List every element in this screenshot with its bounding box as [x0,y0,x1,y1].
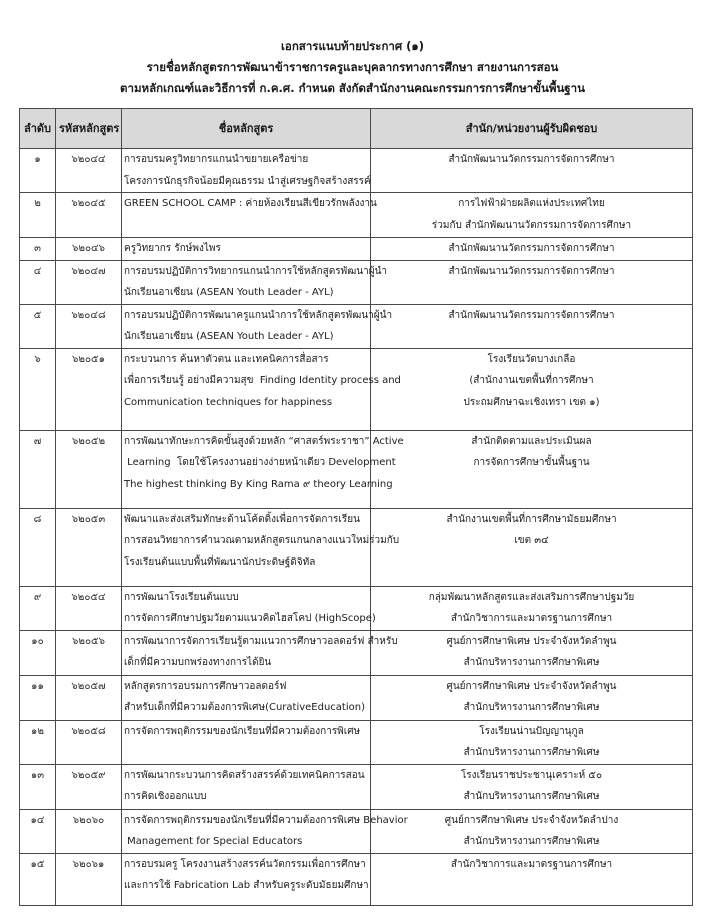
table-row [20,238,693,261]
row-course-name [122,809,408,853]
row-course-code: ๖๒๐๔๘ [56,304,122,348]
row-order-number: ๑๔ [20,809,56,853]
course-name-line: การพัฒนาการจัดการเรียนรู้ตามแนวการศึกษาวอลดอร์ฟ สำหรับ [124,635,398,647]
row-order-number: ๘ [20,508,56,586]
office-line: สำนักติดตามและประเมินผล [471,435,592,447]
table-row [20,430,693,508]
row-course-name [122,430,404,508]
row-order-number: ๑๐ [20,630,56,675]
table-row [20,149,693,193]
office-line: การจัดการศึกษาขั้นพื้นฐาน [473,457,590,468]
row-course-code: ๖๒๐๔๔ [56,149,122,193]
row-course-name [122,720,371,764]
course-name-line: Management for Special Educators [124,836,303,847]
table-row [20,720,693,764]
row-course-code: ๖๒๐๕๗ [56,675,122,720]
row-responsible-office [371,853,693,905]
row-responsible-office [371,764,693,809]
office-line: สำนักบริหารงานการศึกษาพิเศษ [463,747,600,758]
course-name-line: การจัดการพฤติกรรมของนักเรียนที่มีความต้องการพิเศษ [124,725,361,737]
office-line: โรงเรียนน่านปัญญานุกูล [479,725,584,737]
office-line: เขต ๓๔ [514,535,549,546]
row-course-code: ๖๒๐๕๙ [56,764,122,809]
office-line: ร่วมกับ สำนักพัฒนานวัตกรรมการจัดการศึกษา [431,219,632,231]
row-order-number: ๓ [20,238,56,261]
office-line: โรงเรียนราชประชานุเคราะห์ ๕๐ [460,769,603,781]
row-course-code: ๖๒๐๕๘ [56,720,122,764]
table-row [20,260,693,304]
row-responsible-office [371,675,693,720]
row-course-name [122,348,401,430]
course-name-line: หลักสูตรการอบรมการศึกษาวอลดอร์ฟ [124,680,287,692]
row-responsible-office [371,193,693,238]
office-line: การไฟฟ้าฝ่ายผลิตแห่งประเทศไทย [458,198,605,209]
row-course-name [122,675,371,720]
table-header-row [20,109,693,149]
row-order-number: ๑๑ [20,675,56,720]
course-name-line: Learning โดยใช้โครงงานอย่างง่ายหน้าเดียว Development [124,457,396,468]
document-subtitle-2: ตามหลักเกณฑ์และวิธีการที่ ก.ค.ศ. กำหนด สังกัดสำนักงานคณะกรรมการการศึกษาขั้นพื้นฐาน [120,81,585,95]
course-name-line: GREEN SCHOOL CAMP : ค่ายห้องเรียนสีเขียวรักพลังงาน [124,198,377,209]
office-line: สำนักวิชาการและมาตรฐานการศึกษา [450,858,613,870]
row-order-number: ๕ [20,304,56,348]
row-responsible-office [371,149,693,193]
course-name-line: โครงการนักธุรกิจน้อยมีคุณธรรม นำสู่เศรษฐกิจสร้างสรรค์ [124,175,371,187]
office-line: โรงเรียนวัดบางเกลือ [487,353,576,365]
office-line: สำนักพัฒนานวัตกรรมการจัดการศึกษา [448,265,615,277]
table-row [20,193,693,238]
row-order-number: ๑๓ [20,764,56,809]
course-name-line: การสอนวิทยาการคำนวณตามหลักสูตรแกนกลางแนวใหม่ร่วมกับ [124,535,400,546]
row-order-number: ๑๒ [20,720,56,764]
header-order: ลำดับ [20,109,56,149]
row-responsible-office [371,238,693,261]
course-name-line: การจัดการพฤติกรรมของนักเรียนที่มีความต้องการพิเศษ Behavior [124,814,408,826]
course-name-line: สำหรับเด็กที่มีความต้องการพิเศษ(CurativeEducation) [124,702,365,713]
row-order-number: ๔ [20,260,56,304]
office-line: สำนักพัฒนานวัตกรรมการจัดการศึกษา [448,243,615,254]
table-row [20,675,693,720]
course-name-line: การอบรมครูวิทยากรแกนนำขยายเครือข่าย [124,154,309,165]
course-name-line: การจัดการศึกษาปฐมวัยตามแนวคิดไฮสโคป (HighScope) [124,613,376,624]
course-name-line: การอบรมครู โครงงานสร้างสรรค์นวัตกรรมเพื่อการศึกษา [124,858,366,870]
row-order-number: ๙ [20,586,56,630]
course-name-line: The highest thinking By King Rama ๙ theory Learning [124,478,393,490]
office-line: สำนักบริหารงานการศึกษาพิเศษ [463,836,600,847]
table-row [20,764,693,809]
course-name-line: การอบรมปฏิบัติการวิทยากรแกนนำการใช้หลักสูตรพัฒนาผู้นำ [124,265,388,277]
office-line: ศูนย์การศึกษาพิเศษ ประจำจังหวัดลำพูน [446,680,617,692]
office-line: สำนักพัฒนานวัตกรรมการจัดการศึกษา [448,309,615,321]
row-course-name [122,304,393,348]
course-name-line: ครูวิทยากร รักษ์พงไพร [124,243,221,254]
office-line: สำนักงานเขตพื้นที่การศึกษามัธยมศึกษา [446,513,617,525]
office-line: สำนักบริหารงานการศึกษาพิเศษ [463,702,600,713]
row-responsible-office [371,720,693,764]
row-responsible-office [371,630,693,675]
row-responsible-office [371,260,693,304]
table-row [20,853,693,905]
row-course-name [122,853,371,905]
office-line: ศูนย์การศึกษาพิเศษ ประจำจังหวัดลำปาง [444,814,619,826]
office-line: ศูนย์การศึกษาพิเศษ ประจำจังหวัดลำพูน [446,635,617,647]
course-name-line: กระบวนการ ค้นหาตัวตน และเทคนิคการสื่อสาร [124,353,329,365]
course-name-line: Communication techniques for happiness [124,396,333,408]
row-course-code: ๖๒๐๕๓ [56,508,122,586]
row-responsible-office [371,348,693,430]
course-name-line: เพื่อการเรียนรู้ อย่างมีความสุข Finding Identity process and [124,375,401,386]
row-order-number: ๑๕ [20,853,56,905]
course-table [19,108,693,906]
course-name-line: การพัฒนาทักษะการคิดขั้นสูงด้วยหลัก “ศาสตร์พระราชา” Active [124,435,404,447]
office-line: สำนักพัฒนานวัตกรรมการจัดการศึกษา [448,154,615,165]
course-name-line: การพัฒนาโรงเรียนต้นแบบ [124,591,239,603]
row-order-number: ๗ [20,430,56,508]
header-course-code: รหัสหลักสูตร [56,109,122,149]
row-responsible-office [371,809,693,853]
row-responsible-office [371,586,693,630]
course-name-line: นักเรียนอาเซียน (ASEAN Youth Leader - AYL) [124,287,334,298]
row-course-code: ๖๒๐๔๖ [56,238,122,261]
row-course-code: ๖๒๐๔๗ [56,260,122,304]
row-course-code: ๖๒๐๔๕ [56,193,122,238]
table-row [20,809,693,853]
header-course-name: ชื่อหลักสูตร [122,109,371,149]
course-name-line: การคิดเชิงออกแบบ [124,791,207,802]
row-responsible-office [371,430,693,508]
row-course-code: ๖๒๐๖๐ [56,809,122,853]
table-row [20,586,693,630]
course-name-line: พัฒนาและส่งเสริมทักษะด้านโค้ดดิ้งเพื่อการจัดการเรียน [124,513,360,525]
course-name-line: การพัฒนากระบวนการคิดสร้างสรรค์ด้วยเทคนิคการสอน [124,769,365,781]
office-line: (สำนักงานเขตพื้นที่การศึกษา [469,375,594,386]
table-row [20,630,693,675]
course-name-line: การอบรมปฏิบัติการพัฒนาครูแกนนำการใช้หลักสูตรพัฒนาผู้นำ [124,309,393,321]
table-row [20,304,693,348]
row-course-code: ๖๒๐๕๖ [56,630,122,675]
document-subtitle: รายชื่อหลักสูตรการพัฒนาข้าราชการครูและบุคลากรทางการศึกษา สายงานการสอน [146,60,559,74]
document-title: เอกสารแนบท้ายประกาศ (๑) [281,39,424,53]
row-course-name [122,193,377,238]
office-line: กลุ่มพัฒนาหลักสูตรและส่งเสริมการศึกษาปฐมวัย [428,591,635,603]
row-order-number: ๖ [20,348,56,430]
row-course-name [122,508,400,586]
row-course-name [122,764,371,809]
header-responsible-office: สำนัก/หน่วยงานผู้รับผิดชอบ [371,109,693,149]
row-course-code: ๖๒๐๕๑ [56,348,122,430]
row-course-name [122,260,388,304]
course-name-line: และการใช้ Fabrication Lab สำหรับครูระดับมัธยมศึกษา [124,880,369,891]
row-order-number: ๑ [20,149,56,193]
course-name-line: โรงเรียนต้นแบบพื้นที่พัฒนานักประดิษฐ์ดิจิทัล [124,556,316,568]
row-course-name [122,149,371,193]
office-line: สำนักบริหารงานการศึกษาพิเศษ [463,791,600,802]
table-row [20,508,693,586]
office-line: สำนักบริหารงานการศึกษาพิเศษ [463,657,600,668]
row-course-name [122,630,398,675]
office-line: สำนักวิชาการและมาตรฐานการศึกษา [450,613,613,624]
row-order-number: ๒ [20,193,56,238]
office-line: ประถมศึกษาฉะเชิงเทรา เขต ๑) [463,396,600,408]
row-course-name [122,586,376,630]
table-row [20,348,693,430]
course-name-line: นักเรียนอาเซียน (ASEAN Youth Leader - AYL) [124,331,334,342]
row-course-code: ๖๒๐๕๒ [56,430,122,508]
row-course-code: ๖๒๐๖๑ [56,853,122,905]
row-course-name [122,238,371,261]
row-responsible-office [371,508,693,586]
row-responsible-office [371,304,693,348]
course-name-line: เด็กที่มีความบกพร่องทางการได้ยิน [124,657,272,668]
row-course-code: ๖๒๐๕๔ [56,586,122,630]
